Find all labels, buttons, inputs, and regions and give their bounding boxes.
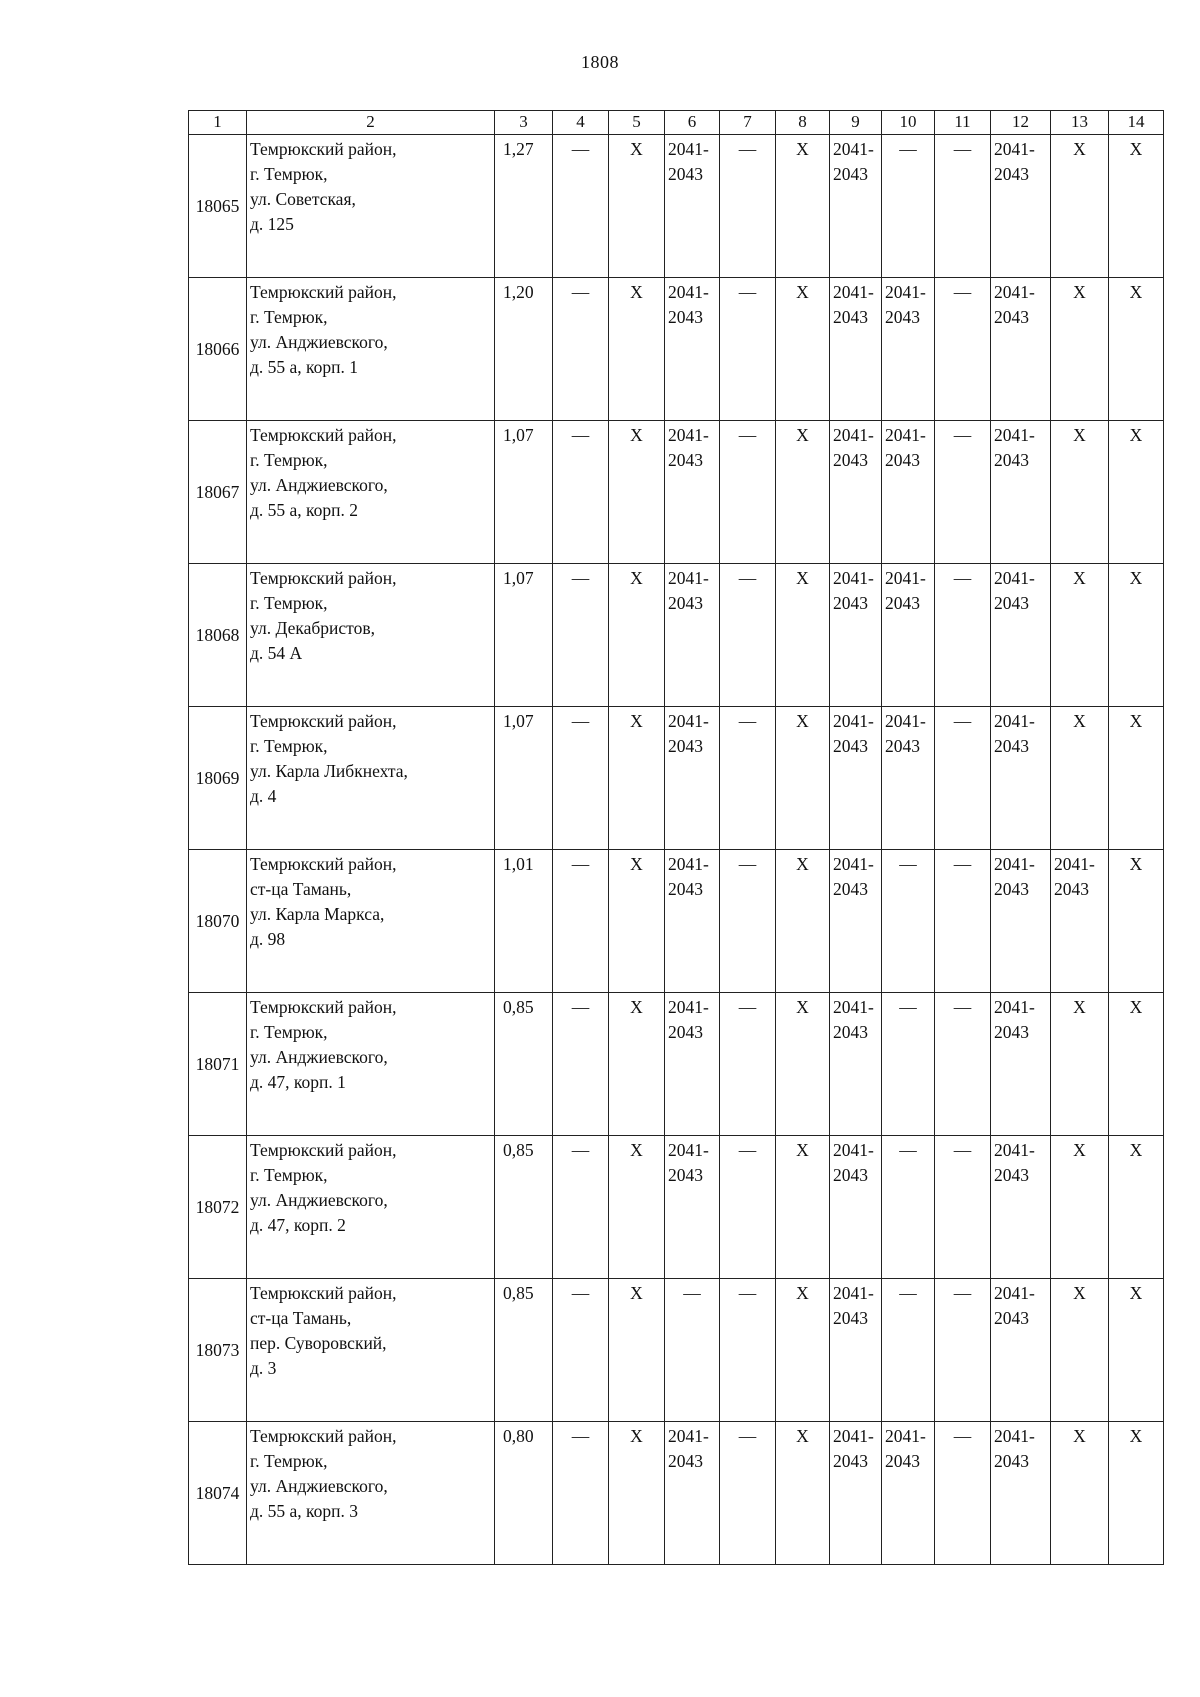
address-line: Темрюкский район, — [250, 568, 397, 588]
cell-col-7: — — [720, 278, 776, 421]
address-line: г. Темрюк, — [250, 450, 328, 470]
cell-col-7: — — [720, 564, 776, 707]
address-line: д. 55 а, корп. 3 — [250, 1501, 359, 1521]
column-header-5: 5 — [609, 111, 665, 135]
cell-col-4: — — [553, 421, 609, 564]
cell-col-3: 1,27 — [495, 135, 553, 278]
cell-col-5: Х — [609, 707, 665, 850]
cell-col-12: 2041- 2043 — [991, 278, 1051, 421]
address-line: ул. Анджиевского, — [250, 1047, 388, 1067]
address-line: Темрюкский район, — [250, 139, 397, 159]
column-header-7: 7 — [720, 111, 776, 135]
column-header-9: 9 — [830, 111, 882, 135]
cell-col-3: 1,20 — [495, 278, 553, 421]
table-row — [189, 278, 1164, 421]
cell-col-7: — — [720, 993, 776, 1136]
cell-col-11: — — [935, 993, 991, 1136]
cell-col-4: — — [553, 993, 609, 1136]
cell-col-11: — — [935, 1136, 991, 1279]
address-line: ул. Карла Либкнехта, — [250, 761, 408, 781]
address-line: ул. Анджиевского, — [250, 1476, 388, 1496]
cell-col-9: 2041- 2043 — [830, 1279, 882, 1422]
cell-col-4: — — [553, 564, 609, 707]
cell-col-5: Х — [609, 278, 665, 421]
cell-col-11: — — [935, 135, 991, 278]
column-header-3: 3 — [495, 111, 553, 135]
column-header-4: 4 — [553, 111, 609, 135]
cell-col-11: — — [935, 421, 991, 564]
row-id: 18066 — [189, 278, 247, 421]
table-header — [189, 111, 1164, 135]
cell-col-3: 0,85 — [495, 993, 553, 1136]
cell-col-5: Х — [609, 850, 665, 993]
table-row — [189, 1136, 1164, 1279]
table-row — [189, 564, 1164, 707]
cell-col-9: 2041- 2043 — [830, 850, 882, 993]
address-line: д. 47, корп. 2 — [250, 1215, 346, 1235]
address-line: д. 3 — [250, 1358, 277, 1378]
cell-col-12: 2041- 2043 — [991, 850, 1051, 993]
cell-col-9: 2041- 2043 — [830, 1422, 882, 1565]
address-line: Темрюкский район, — [250, 854, 397, 874]
table-row — [189, 1279, 1164, 1422]
cell-col-10: — — [882, 850, 935, 993]
address-line: г. Темрюк, — [250, 1165, 328, 1185]
cell-col-12: 2041- 2043 — [991, 1136, 1051, 1279]
address-cell — [247, 1136, 495, 1279]
address-line: г. Темрюк, — [250, 307, 328, 327]
address-line: ул. Декабристов, — [250, 618, 375, 638]
cell-col-13: Х — [1051, 1279, 1109, 1422]
table-row — [189, 993, 1164, 1136]
address-line: Темрюкский район, — [250, 1426, 397, 1446]
cell-col-10: 2041- 2043 — [882, 1422, 935, 1565]
column-header-12: 12 — [991, 111, 1051, 135]
row-id: 18072 — [189, 1136, 247, 1279]
address-line: Темрюкский район, — [250, 1283, 397, 1303]
cell-col-12: 2041- 2043 — [991, 1279, 1051, 1422]
cell-col-14: Х — [1109, 564, 1164, 707]
cell-col-6: 2041- 2043 — [665, 850, 720, 993]
cell-col-8: Х — [776, 850, 830, 993]
page-number: 1808 — [581, 52, 619, 72]
address-cell — [247, 278, 495, 421]
cell-col-14: Х — [1109, 135, 1164, 278]
header-row — [189, 111, 1164, 135]
address-line: д. 54 А — [250, 643, 303, 663]
cell-col-8: Х — [776, 135, 830, 278]
cell-col-13: 2041- 2043 — [1051, 850, 1109, 993]
address-line: пер. Суворовский, — [250, 1333, 387, 1353]
cell-col-6: — — [665, 1279, 720, 1422]
cell-col-12: 2041- 2043 — [991, 135, 1051, 278]
cell-col-3: 1,01 — [495, 850, 553, 993]
cell-col-9: 2041- 2043 — [830, 278, 882, 421]
table-body — [189, 135, 1164, 1565]
address-line: д. 98 — [250, 929, 286, 949]
cell-col-10: — — [882, 135, 935, 278]
row-id: 18074 — [189, 1422, 247, 1565]
address-line: ул. Карла Маркса, — [250, 904, 385, 924]
cell-col-6: 2041- 2043 — [665, 278, 720, 421]
cell-col-14: Х — [1109, 1422, 1164, 1565]
cell-col-6: 2041- 2043 — [665, 135, 720, 278]
cell-col-14: Х — [1109, 707, 1164, 850]
cell-col-10: 2041- 2043 — [882, 707, 935, 850]
column-header-2: 2 — [247, 111, 495, 135]
row-id: 18071 — [189, 993, 247, 1136]
cell-col-3: 1,07 — [495, 421, 553, 564]
address-line: ст-ца Тамань, — [250, 879, 352, 899]
cell-col-8: Х — [776, 278, 830, 421]
cell-col-7: — — [720, 707, 776, 850]
cell-col-9: 2041- 2043 — [830, 1136, 882, 1279]
cell-col-13: Х — [1051, 1422, 1109, 1565]
cell-col-3: 1,07 — [495, 707, 553, 850]
cell-col-7: — — [720, 1136, 776, 1279]
cell-col-13: Х — [1051, 707, 1109, 850]
cell-col-6: 2041- 2043 — [665, 993, 720, 1136]
cell-col-9: 2041- 2043 — [830, 135, 882, 278]
cell-col-5: Х — [609, 564, 665, 707]
address-line: д. 4 — [250, 786, 277, 806]
cell-col-13: Х — [1051, 421, 1109, 564]
cell-col-13: Х — [1051, 993, 1109, 1136]
cell-col-14: Х — [1109, 278, 1164, 421]
cell-col-5: Х — [609, 993, 665, 1136]
cell-col-7: — — [720, 1279, 776, 1422]
cell-col-11: — — [935, 1279, 991, 1422]
cell-col-12: 2041- 2043 — [991, 1422, 1051, 1565]
address-cell — [247, 707, 495, 850]
cell-col-6: 2041- 2043 — [665, 707, 720, 850]
table-row — [189, 1422, 1164, 1565]
cell-col-5: Х — [609, 1279, 665, 1422]
cell-col-9: 2041- 2043 — [830, 993, 882, 1136]
cell-col-7: — — [720, 135, 776, 278]
address-line: г. Темрюк, — [250, 1451, 328, 1471]
table-row — [189, 707, 1164, 850]
address-line: Темрюкский район, — [250, 711, 397, 731]
column-header-1: 1 — [189, 111, 247, 135]
row-id: 18069 — [189, 707, 247, 850]
row-id: 18068 — [189, 564, 247, 707]
cell-col-4: — — [553, 850, 609, 993]
cell-col-11: — — [935, 707, 991, 850]
address-cell — [247, 1279, 495, 1422]
cell-col-7: — — [720, 1422, 776, 1565]
cell-col-5: Х — [609, 421, 665, 564]
address-cell — [247, 850, 495, 993]
address-line: Темрюкский район, — [250, 425, 397, 445]
cell-col-10: — — [882, 1279, 935, 1422]
cell-col-13: Х — [1051, 1136, 1109, 1279]
cell-col-4: — — [553, 1136, 609, 1279]
address-cell — [247, 135, 495, 278]
cell-col-6: 2041- 2043 — [665, 1422, 720, 1565]
column-header-11: 11 — [935, 111, 991, 135]
cell-col-4: — — [553, 707, 609, 850]
address-line: ст-ца Тамань, — [250, 1308, 352, 1328]
column-header-6: 6 — [665, 111, 720, 135]
cell-col-8: Х — [776, 1136, 830, 1279]
cell-col-9: 2041- 2043 — [830, 707, 882, 850]
cell-col-4: — — [553, 135, 609, 278]
address-line: ул. Советская, — [250, 189, 356, 209]
cell-col-10: — — [882, 993, 935, 1136]
cell-col-13: Х — [1051, 564, 1109, 707]
register-table — [188, 110, 1164, 1565]
cell-col-10: 2041- 2043 — [882, 564, 935, 707]
address-line: Темрюкский район, — [250, 997, 397, 1017]
cell-col-13: Х — [1051, 135, 1109, 278]
address-line: д. 55 а, корп. 2 — [250, 500, 359, 520]
cell-col-14: Х — [1109, 993, 1164, 1136]
cell-col-3: 0,85 — [495, 1136, 553, 1279]
cell-col-6: 2041- 2043 — [665, 564, 720, 707]
row-id: 18065 — [189, 135, 247, 278]
address-line: г. Темрюк, — [250, 1022, 328, 1042]
cell-col-5: Х — [609, 1136, 665, 1279]
cell-col-10: — — [882, 1136, 935, 1279]
address-line: Темрюкский район, — [250, 1140, 397, 1160]
cell-col-11: — — [935, 850, 991, 993]
address-cell — [247, 1422, 495, 1565]
row-id: 18073 — [189, 1279, 247, 1422]
cell-col-8: Х — [776, 421, 830, 564]
address-line: д. 47, корп. 1 — [250, 1072, 346, 1092]
address-line: д. 125 — [250, 214, 294, 234]
cell-col-12: 2041- 2043 — [991, 421, 1051, 564]
column-header-8: 8 — [776, 111, 830, 135]
address-cell — [247, 564, 495, 707]
cell-col-8: Х — [776, 1422, 830, 1565]
cell-col-11: — — [935, 1422, 991, 1565]
cell-col-12: 2041- 2043 — [991, 564, 1051, 707]
address-line: г. Темрюк, — [250, 593, 328, 613]
cell-col-4: — — [553, 1279, 609, 1422]
cell-col-12: 2041- 2043 — [991, 707, 1051, 850]
cell-col-8: Х — [776, 707, 830, 850]
cell-col-5: Х — [609, 1422, 665, 1565]
cell-col-4: — — [553, 1422, 609, 1565]
cell-col-9: 2041- 2043 — [830, 564, 882, 707]
cell-col-3: 1,07 — [495, 564, 553, 707]
address-cell — [247, 993, 495, 1136]
column-header-14: 14 — [1109, 111, 1164, 135]
cell-col-14: Х — [1109, 421, 1164, 564]
address-cell — [247, 421, 495, 564]
row-id: 18067 — [189, 421, 247, 564]
table-row — [189, 421, 1164, 564]
cell-col-11: — — [935, 564, 991, 707]
cell-col-13: Х — [1051, 278, 1109, 421]
cell-col-3: 0,80 — [495, 1422, 553, 1565]
cell-col-7: — — [720, 850, 776, 993]
cell-col-8: Х — [776, 1279, 830, 1422]
row-id: 18070 — [189, 850, 247, 993]
address-line: ул. Анджиевского, — [250, 1190, 388, 1210]
cell-col-8: Х — [776, 564, 830, 707]
cell-col-4: — — [553, 278, 609, 421]
cell-col-10: 2041- 2043 — [882, 278, 935, 421]
cell-col-10: 2041- 2043 — [882, 421, 935, 564]
address-line: Темрюкский район, — [250, 282, 397, 302]
address-line: г. Темрюк, — [250, 164, 328, 184]
cell-col-11: — — [935, 278, 991, 421]
cell-col-14: Х — [1109, 1279, 1164, 1422]
cell-col-8: Х — [776, 993, 830, 1136]
cell-col-14: Х — [1109, 1136, 1164, 1279]
cell-col-14: Х — [1109, 850, 1164, 993]
address-line: д. 55 а, корп. 1 — [250, 357, 359, 377]
cell-col-3: 0,85 — [495, 1279, 553, 1422]
table-row — [189, 135, 1164, 278]
cell-col-12: 2041- 2043 — [991, 993, 1051, 1136]
cell-col-9: 2041- 2043 — [830, 421, 882, 564]
address-line: г. Темрюк, — [250, 736, 328, 756]
column-header-10: 10 — [882, 111, 935, 135]
table-row — [189, 850, 1164, 993]
cell-col-6: 2041- 2043 — [665, 1136, 720, 1279]
cell-col-5: Х — [609, 135, 665, 278]
address-line: ул. Анджиевского, — [250, 475, 388, 495]
cell-col-6: 2041- 2043 — [665, 421, 720, 564]
column-header-13: 13 — [1051, 111, 1109, 135]
address-line: ул. Анджиевского, — [250, 332, 388, 352]
cell-col-7: — — [720, 421, 776, 564]
